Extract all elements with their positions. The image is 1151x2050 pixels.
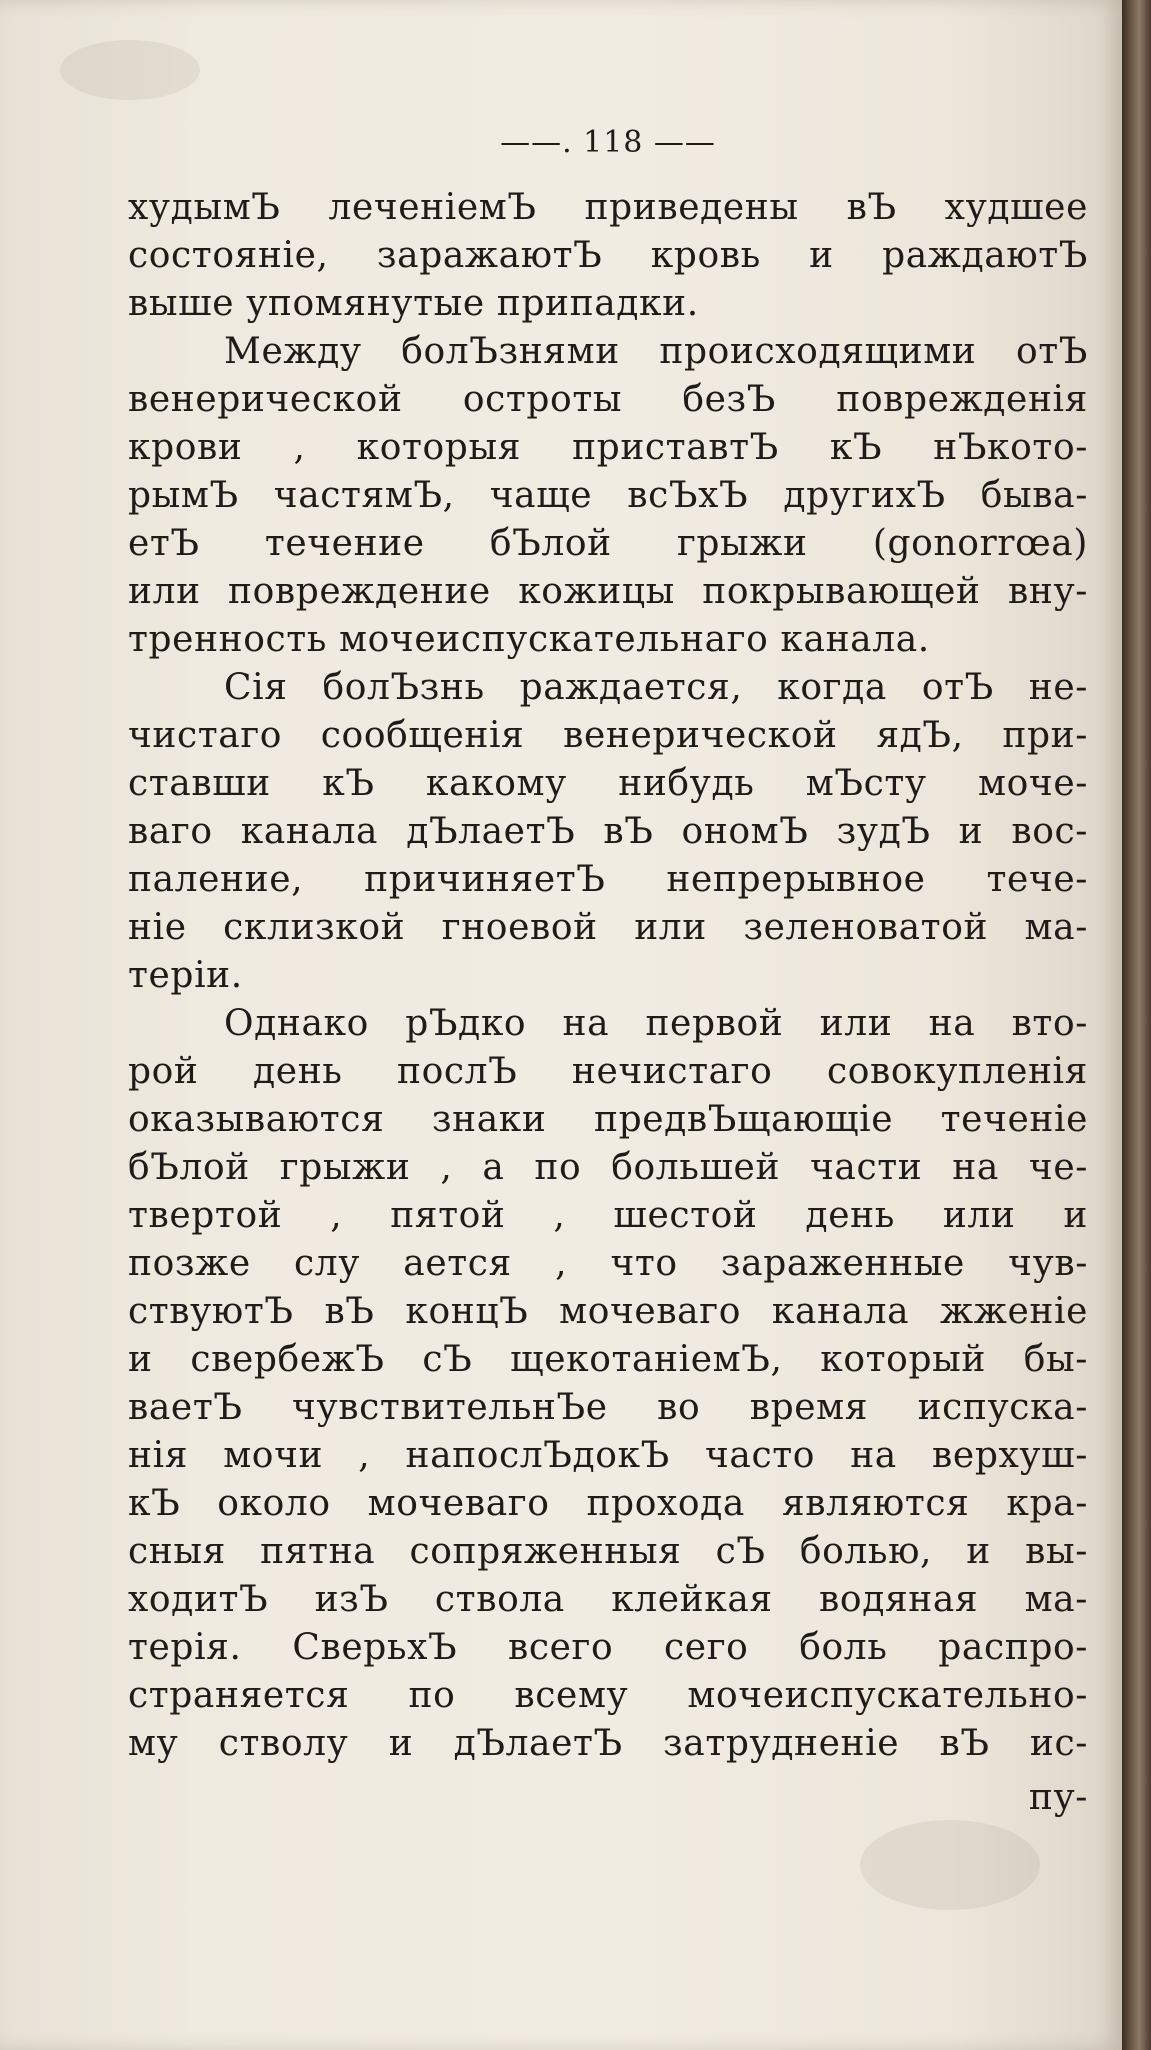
text-line: позже слу ается , что зараженные чув- <box>128 1243 1088 1284</box>
text-line: паление, причиняетЪ непрерывное тече- <box>128 859 1088 900</box>
catchword: пу- <box>1028 1777 1088 1818</box>
text-line: страняется по всему мочеиспускательно- <box>128 1675 1088 1716</box>
text-line: и свербежЪ сЪ щекотаніемЪ, который бы- <box>128 1339 1088 1380</box>
text-line: нія мочи , напослЪдокЪ часто на верхуш- <box>128 1435 1088 1476</box>
paper-stain <box>860 1820 1040 1910</box>
text-line: ніе склизкой гноевой или зеленоватой ма- <box>128 907 1088 948</box>
text-line: Сія болЪзнь раждается, когда отЪ не- <box>224 667 1088 708</box>
text-line: ставши кЪ какому нибудь мЪсту моче- <box>128 763 1088 804</box>
paragraph <box>128 664 1088 1000</box>
paragraph <box>128 184 1088 328</box>
text-line: твертой , пятой , шестой день или и <box>128 1195 1088 1236</box>
text-line: ваго канала дЪлаетЪ вЪ ономЪ зудЪ и вос- <box>128 811 1088 852</box>
text-line: ходитЪ изЪ ствола клейкая водяная ма- <box>128 1579 1088 1620</box>
text-line: бЪлой грыжи , а по большей части на че- <box>128 1147 1088 1188</box>
text-line: рой день послЪ нечистаго совокупленія <box>128 1051 1088 1092</box>
page-text <box>128 118 1088 1822</box>
text-line: Однако рЪдко на первой или на вто- <box>224 1003 1088 1044</box>
paper-stain <box>60 40 200 100</box>
text-line: теріи. <box>128 955 243 996</box>
text-line: етЪ течение бЪлой грыжи (gonorrœa) <box>128 523 1088 564</box>
text-line: рымЪ частямЪ, чаще всЪхЪ другихЪ быва- <box>128 475 1088 516</box>
paragraphs-container <box>128 184 1088 1768</box>
text-line: тренность мочеиспускательнаго канала. <box>128 619 930 660</box>
text-line: венерической остроты безЪ поврежденія <box>128 379 1088 420</box>
text-line: кЪ около мочеваго прохода являются кра- <box>128 1483 1088 1524</box>
text-line: худымЪ леченіемЪ приведены вЪ худшее <box>128 187 1088 228</box>
text-line: крови , которыя приставтЪ кЪ нЪкото- <box>128 427 1088 468</box>
text-line: терія. СверьхЪ всего сего боль распро- <box>128 1627 1088 1668</box>
text-line: оказываются знаки предвЪщающіе теченіе <box>128 1099 1088 1140</box>
text-line: состояніе, заражаютЪ кровь и раждаютЪ <box>128 235 1088 276</box>
text-line: сныя пятна сопряженныя сЪ болью, и вы- <box>128 1531 1088 1572</box>
text-line: му стволу и дЪлаетЪ затрудненіе вЪ ис- <box>128 1723 1088 1764</box>
text-line: или повреждение кожицы покрывающей вну- <box>128 571 1088 612</box>
paragraph <box>128 1000 1088 1768</box>
text-line: чистаго сообщенія венерической ядЪ, при- <box>128 715 1088 756</box>
text-line: выше упомянутые припадки. <box>128 283 699 324</box>
text-line: Между болЪзнями происходящими отЪ <box>224 331 1088 372</box>
text-line: ствуютЪ вЪ концЪ мочеваго канала жженіе <box>128 1291 1088 1332</box>
running-head: ——. 118 —— <box>500 125 716 160</box>
paragraph <box>128 328 1088 664</box>
page-edge-shadow <box>1122 0 1151 2050</box>
text-line: ваетЪ чувствительнЪе во время испуска- <box>128 1387 1088 1428</box>
